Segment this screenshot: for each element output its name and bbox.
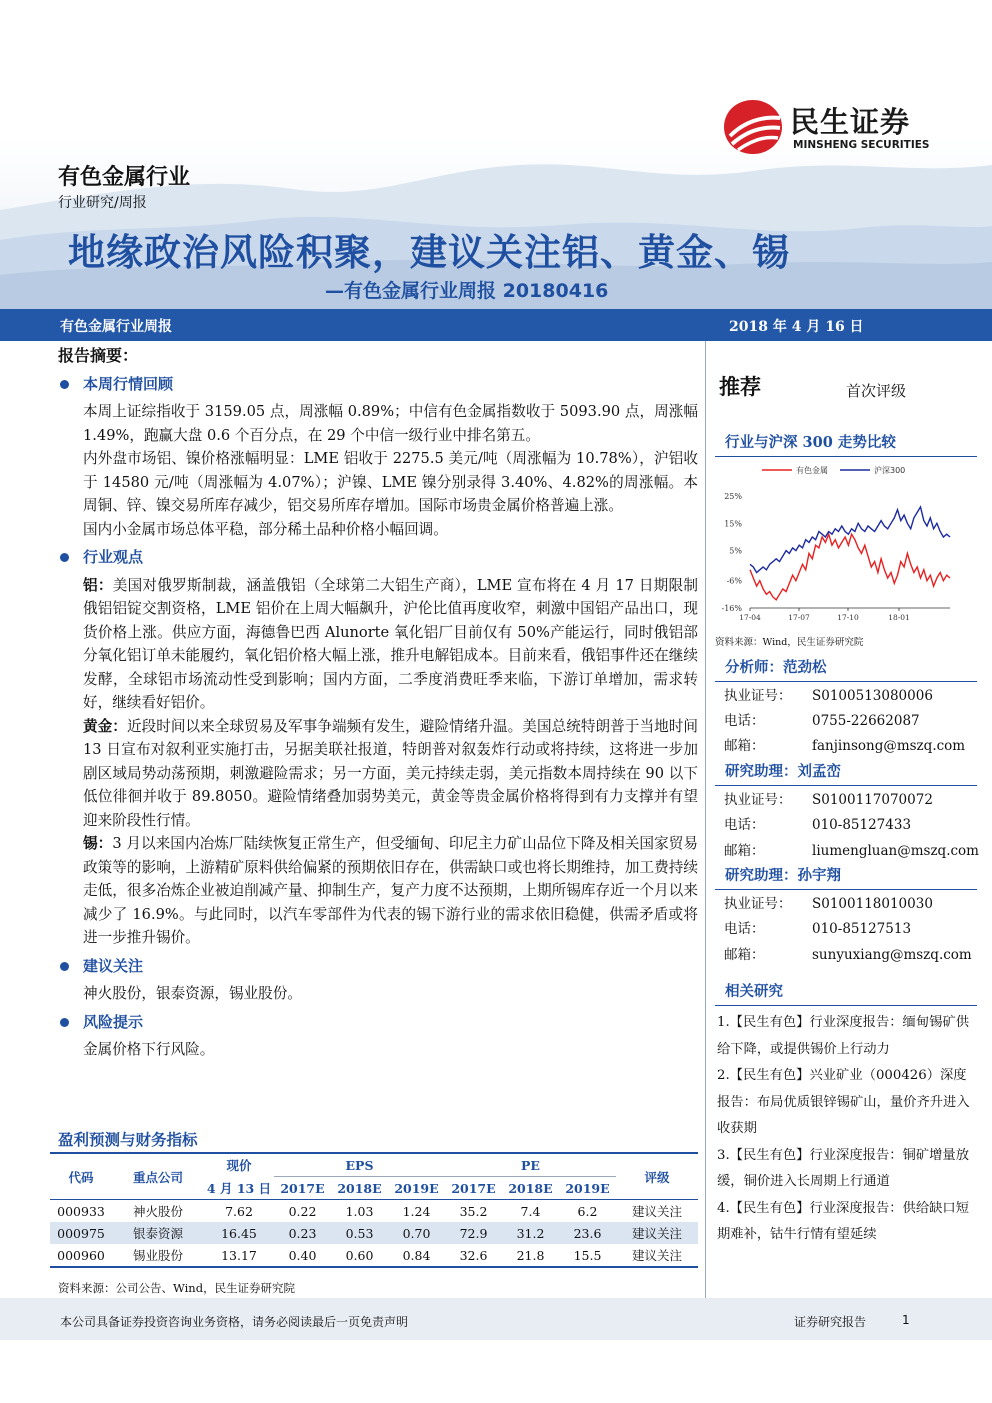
industry-title: 有色金属行业 bbox=[58, 165, 191, 190]
th-code: 代码 bbox=[50, 1154, 112, 1200]
related-item[interactable]: 3.【民生有色】行业深度报告：铜矿增量放缓，铜价进入长周期上行通道 bbox=[717, 1147, 970, 1189]
legend-label: 有色金属 bbox=[796, 466, 828, 475]
th-rating: 评级 bbox=[616, 1154, 698, 1200]
summary-heading: 报告摘要： bbox=[58, 346, 139, 365]
table-row: 000960 锡业股份 13.17 0.40 0.60 0.84 32.6 21.8 15.5 建议关注 bbox=[50, 1244, 698, 1267]
bullet-dot-icon bbox=[60, 553, 69, 562]
legend-label: 沪深300 bbox=[874, 466, 906, 475]
brand-name-en: MINSHENG SECURITIES bbox=[793, 139, 930, 151]
th-year: 2018E bbox=[502, 1177, 559, 1200]
th-pe: PE bbox=[445, 1154, 616, 1177]
th-year: 2017E bbox=[445, 1177, 502, 1200]
th-company: 重点公司 bbox=[112, 1154, 204, 1200]
y-tick-label: 5% bbox=[729, 546, 742, 556]
table-row: 000933 神火股份 7.62 0.22 1.03 1.24 35.2 7.4 6.2 建议关注 bbox=[57, 1203, 682, 1219]
forecast-table bbox=[50, 1154, 698, 1268]
band-report-name: 有色金属行业周报 bbox=[60, 319, 172, 335]
table-title: 盈利预测与财务指标 bbox=[58, 1130, 198, 1149]
related-item[interactable]: 2.【民生有色】兴业矿业（000426）深度报告：布局优质银锌锡矿山，量价齐升进入收获期 bbox=[717, 1068, 970, 1136]
chart-source: 资料来源：Wind，民生证券研究院 bbox=[715, 637, 864, 648]
related-heading: 相关研究 bbox=[715, 980, 977, 1006]
trend-chart bbox=[712, 460, 980, 628]
related-list bbox=[717, 1010, 977, 1249]
page-number: 1 bbox=[902, 1313, 910, 1327]
assistant-heading: 研究助理：刘孟峦 bbox=[715, 760, 977, 786]
x-tick-label: 17-10 bbox=[837, 613, 859, 622]
band-date: 2018 年 4 月 16 日 bbox=[729, 319, 864, 335]
analyst-email[interactable]: 邮箱： fanjinsong@mszq.com bbox=[724, 738, 966, 754]
th-year: 2017E bbox=[274, 1177, 331, 1200]
column-divider bbox=[705, 341, 706, 1298]
paragraph-tin: 锡：3 月以来国内冶炼厂陆续恢复正常生产，但受缅甸、印尼主力矿山品位下降及相关国家贸易政策等的影响，上游精矿原料供给偏紧的预期依旧存在，供需缺口或也将长期维持，加工费持续走低，很多冶炼企业被迫削减产量、抑制生产，复产力度不达预期，上期所锡库存近一个月以来减少了 16.9%。与此同时，以汽车零部件为代表的锡下游行业的需求依旧稳健，供需矛盾或将进一步推升锡价。 bbox=[83, 835, 698, 946]
table-source: 资料来源：公司公告、Wind，民生证券研究院 bbox=[58, 1281, 296, 1295]
section-industry-view: 行业观点 bbox=[58, 546, 698, 570]
section-recommend: 建议关注 bbox=[58, 955, 698, 979]
y-tick-label: -16% bbox=[721, 604, 742, 613]
assistant2-heading: 研究助理：孙宇翔 bbox=[715, 864, 977, 890]
analyst-license: 执业证号： S0100513080006 bbox=[724, 688, 933, 704]
th-eps: EPS bbox=[274, 1154, 445, 1177]
y-tick-label: -6% bbox=[726, 576, 742, 586]
th-price-date: 4 月 13 日 bbox=[204, 1177, 274, 1200]
y-tick-label: 25% bbox=[724, 492, 742, 501]
table-row: 000975 银泰资源 16.45 0.23 0.53 0.70 72.9 31.2 23.6 建议关注 bbox=[50, 1222, 698, 1244]
x-tick-label: 17-07 bbox=[788, 613, 810, 622]
assistant2-email[interactable]: 邮箱： sunyuxiang@mszq.com bbox=[724, 947, 972, 963]
th-year: 2018E bbox=[331, 1177, 388, 1200]
footer-label: 证券研究报告 bbox=[794, 1315, 867, 1329]
chart-heading: 行业与沪深 300 走势比较 bbox=[715, 431, 977, 457]
bullet-dot-icon bbox=[60, 1018, 69, 1027]
paragraph-gold: 黄金：近段时间以来全球贸易及军事争端频有发生，避险情绪升温。美国总统特朗普于当地时间 13 日宣布对叙利亚实施打击，另据美联社报道，特朗普对叙轰炸行动或将持续，这将进一步加剧区域局势动荡预期，刺激避险需求；另一方面，美元持续走弱，美元指数本周持续在 90 以下低位徘徊并收于 89.8050。避险情绪叠加弱势美元，黄金等贵金属价格将得到有力支撑并有望迎来阶段性行情。 bbox=[83, 717, 698, 829]
x-tick-label: 17-04 bbox=[739, 613, 761, 622]
assistant2-phone: 电话： 010-85127513 bbox=[724, 921, 912, 937]
assistant-email[interactable]: 邮箱： liumengluan@mszq.com bbox=[724, 843, 979, 859]
th-year: 2019E bbox=[388, 1177, 445, 1200]
th-price: 现价 bbox=[226, 1158, 252, 1174]
paragraph: 内外盘市场铝、镍价格涨幅明显：LME 铝收于 2275.5 美元/吨（周涨幅为 10.78%），沪铝收于 14580 元/吨（周涨幅为 4.07%）；沪镍、LME 镍分别录得 3.40%、4.82%的周涨幅。本周铜、锌、镍交易所库存减少，铝交易所库存增加。国际市场贵金属价格普遍上涨。 bbox=[83, 450, 698, 514]
rating-label: 推荐 bbox=[719, 375, 761, 399]
paragraph: 金属价格下行风险。 bbox=[83, 1041, 215, 1058]
analyst-phone: 电话： 0755-22662087 bbox=[724, 713, 920, 729]
paragraph: 神火股份，银泰资源，锡业股份。 bbox=[83, 985, 302, 1002]
report-summary bbox=[58, 344, 698, 1062]
related-item[interactable]: 4.【民生有色】行业深度报告：供给缺口短期难补，钴牛行情有望延续 bbox=[717, 1200, 970, 1242]
report-title: 地缘政治风险积聚，建议关注铝、黄金、锡 bbox=[68, 231, 790, 274]
report-type: 行业研究/周报 bbox=[58, 195, 147, 211]
paragraph: 本周上证综指收于 3159.05 点，周涨幅 0.89%；中信有色金属指数收于 5093.90 点，周涨幅 1.49%，跑赢大盘 0.6 个百分点，在 29 个中信一级行业中排名第五。 bbox=[83, 403, 698, 444]
bullet-dot-icon bbox=[60, 962, 69, 971]
th-year: 2019E bbox=[559, 1177, 616, 1200]
y-tick-label: 15% bbox=[724, 519, 742, 529]
paragraph: 国内小金属市场总体平稳，部分稀土品种价格小幅回调。 bbox=[83, 520, 448, 538]
footer-disclaimer: 本公司具备证券投资咨询业务资格，请务必阅读最后一页免责声明 bbox=[60, 1315, 409, 1329]
assistant2-license: 执业证号： S0100118010030 bbox=[724, 896, 933, 912]
section-market-review: 本周行情回顾 bbox=[58, 373, 698, 397]
related-item[interactable]: 1.【民生有色】行业深度报告：缅甸锡矿供给下降，或提供锡价上行动力 bbox=[717, 1015, 970, 1057]
series-line bbox=[750, 534, 950, 600]
logo-emblem bbox=[722, 98, 784, 156]
assistant-phone: 电话： 010-85127433 bbox=[724, 817, 912, 833]
brand-name: 民生证券 bbox=[790, 105, 911, 139]
report-subtitle: —有色金属行业周报 20180416 bbox=[325, 280, 609, 302]
section-risk: 风险提示 bbox=[58, 1011, 698, 1035]
rating-value: 首次评级 bbox=[846, 382, 907, 400]
analyst-heading: 分析师：范劲松 bbox=[715, 656, 977, 682]
x-tick-label: 18-01 bbox=[888, 613, 910, 622]
bullet-dot-icon bbox=[60, 380, 69, 389]
assistant-license: 执业证号： S0100117070072 bbox=[724, 792, 933, 808]
paragraph-aluminum: 铝：美国对俄罗斯制裁，涵盖俄铝（全球第二大铝生产商），LME 宣布将在 4 月 17 日期限制俄铝铝锭交割资格，LME 铝价在上周大幅飙升，沪伦比值再度收窄，刺激中国铝产品出口，现货价格上涨。供应方面，海德鲁巴西 Alunorte 氧化铝厂目前仅有 50%产能运行，同时俄铝部分氧化铝订单未能履约，氧化铝价格大幅上涨，推升电解铝成本。目前来看，俄铝事件还在继续发酵，全球铝市场流动性受到影响；国内方面，二季度消费旺季来临，下游订单增加，需求转好，继续看好铝价。 bbox=[83, 576, 698, 711]
